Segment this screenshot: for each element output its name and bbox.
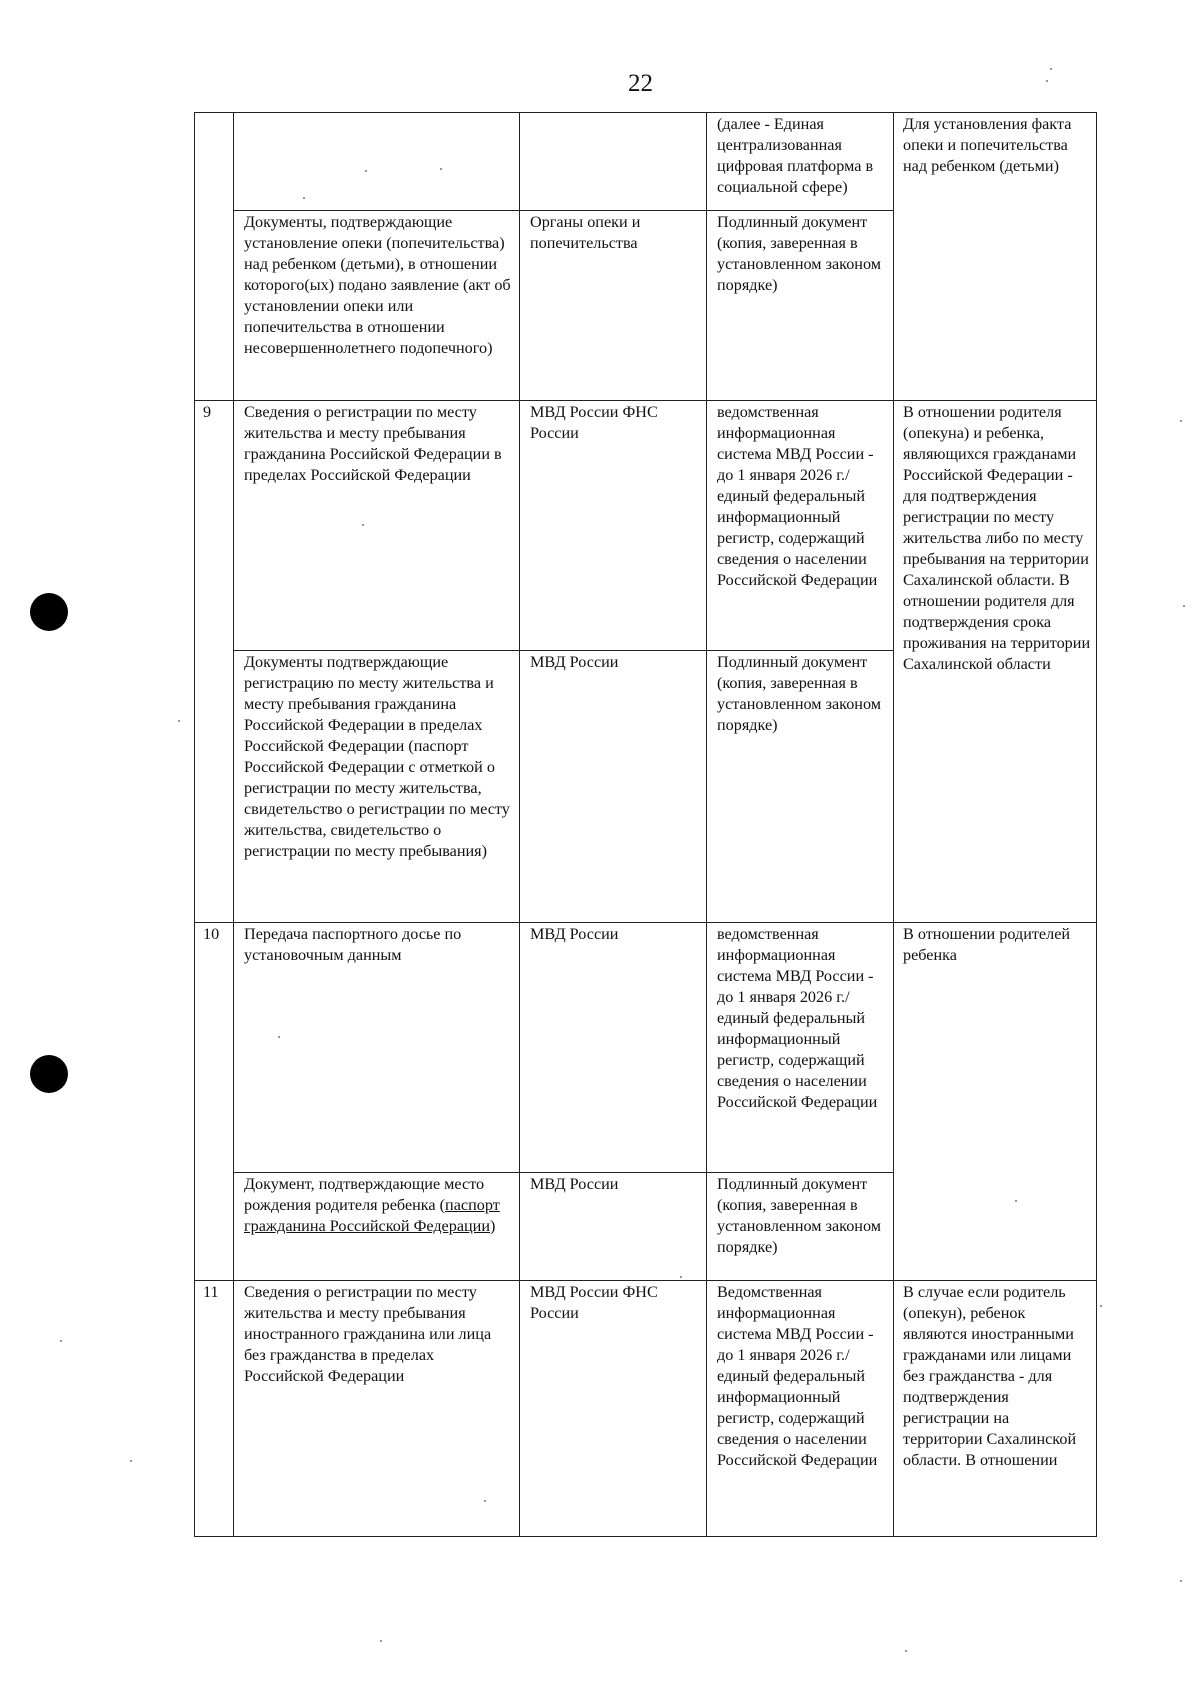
provider-cell: Органы опеки и попечительства <box>520 211 707 401</box>
provider-cell: МВД России <box>520 923 707 1173</box>
table-row <box>195 923 1097 1173</box>
system-cell: Ведомственная информационная система МВД России - до 1 января 2026 г./единый федеральный информационный регистр, содержащий сведения о населении Российской Федерации <box>707 1281 894 1537</box>
row-number-cell: 9 <box>195 401 234 923</box>
source-cell: Передача паспортного досье по установочным данным <box>234 923 520 1173</box>
table-row <box>195 401 1097 651</box>
provider-cell: МВД России <box>520 651 707 923</box>
punch-hole-top <box>30 593 68 631</box>
table-row <box>195 1281 1097 1537</box>
system-cell: Подлинный документ (копия, заверенная в установленном законом порядке) <box>707 211 894 401</box>
punch-hole-bottom <box>30 1055 68 1093</box>
source-text-suffix: ) <box>490 1217 496 1235</box>
purpose-cell: В отношении родителей ребенка <box>894 923 1097 1281</box>
purpose-cell: Для установления факта опеки и попечительства над ребенком (детьми) <box>894 113 1097 401</box>
provider-cell: МВД России <box>520 1173 707 1281</box>
row-number-cell: 10 <box>195 923 234 1281</box>
source-cell <box>234 113 520 211</box>
underlined-source-text: паспорт гражданина Российской Федерации <box>244 1196 500 1235</box>
system-cell: ведомственная информационная система МВД России - до 1 января 2026 г./единый федеральный информационный регистр, содержащий сведения о населении Российской Федерации <box>707 401 894 651</box>
system-cell: Подлинный документ (копия, заверенная в установленном законом порядке) <box>707 1173 894 1281</box>
purpose-cell: В случае если родитель (опекун), ребенок являются иностранными гражданами или лицами без гражданства - для подтверждения регистрации на территории Сахалинской области. В отношении <box>894 1281 1097 1537</box>
source-cell: Документы, подтверждающие установление опеки (попечительства) над ребенком (детьми), в отношении которого(ых) подано заявление (акт об установлении опеки или попечительства в отношении несовершеннолетнего подопечного) <box>234 211 520 401</box>
system-cell: (далее - Единая централизованная цифровая платформа в социальной сфере) <box>707 113 894 211</box>
row-number-cell <box>195 113 234 401</box>
provider-cell <box>520 113 707 211</box>
provider-cell: МВД России ФНС России <box>520 401 707 651</box>
row-number-cell: 11 <box>195 1281 234 1537</box>
system-cell: ведомственная информационная система МВД России - до 1 января 2026 г./единый федеральный информационный регистр, содержащий сведения о населении Российской Федерации <box>707 923 894 1173</box>
registry-table <box>194 112 1097 1537</box>
source-cell: Документы подтверждающие регистрацию по месту жительства и месту пребывания гражданина Российской Федерации в пределах Российской Федерации (паспорт Российской Федерации с отметкой о регистрации по месту жительства, свидетельство о регистрации по месту жительства, свидетельство о регистрации по месту пребывания) <box>234 651 520 923</box>
page-number: 22 <box>628 70 653 97</box>
source-cell <box>234 1173 520 1281</box>
system-cell: Подлинный документ (копия, заверенная в установленном законом порядке) <box>707 651 894 923</box>
table-row <box>195 113 1097 211</box>
source-cell: Сведения о регистрации по месту жительства и месту пребывания гражданина Российской Федерации в пределах Российской Федерации <box>234 401 520 651</box>
source-cell: Сведения о регистрации по месту жительства и месту пребывания иностранного гражданина или лица без гражданства в пределах Российской Федерации <box>234 1281 520 1537</box>
purpose-cell: В отношении родителя (опекуна) и ребенка, являющихся гражданами Российской Федерации - для подтверждения регистрации по месту жительства либо по месту пребывания на территории Сахалинской области. В отношении родителя для подтверждения срока проживания на территории Сахалинской области <box>894 401 1097 923</box>
provider-cell: МВД России ФНС России <box>520 1281 707 1537</box>
source-text: Документ, подтверждающие место рождения родителя ребенка ( <box>244 1175 485 1214</box>
